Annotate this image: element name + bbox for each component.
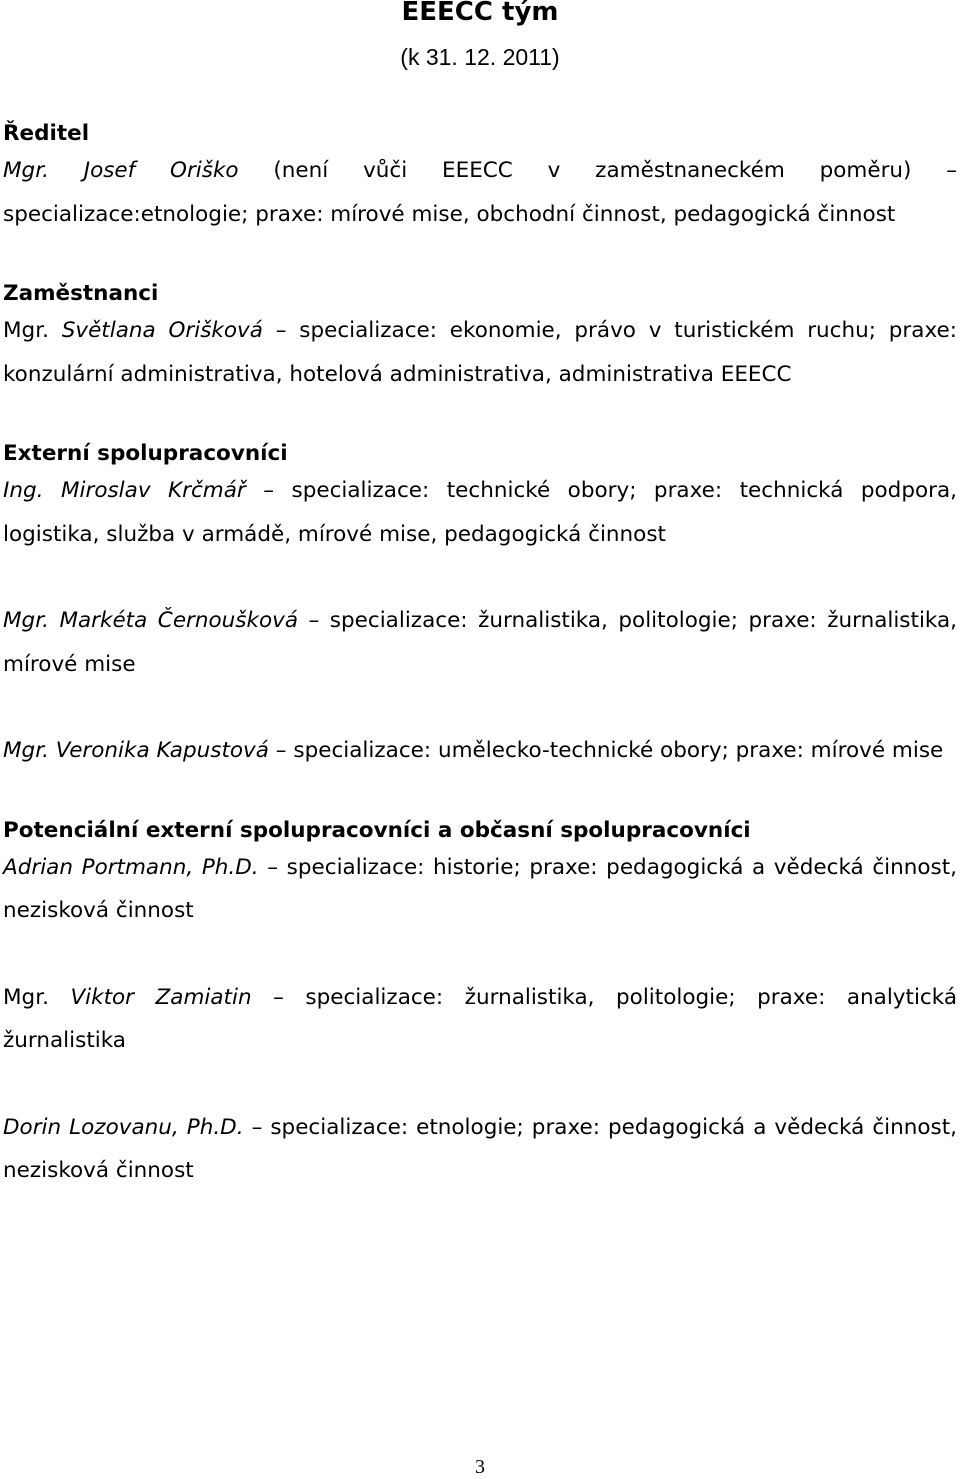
person-title: Mgr. — [3, 608, 49, 633]
person-description: – specializace: žurnalistika, politologie; praxe: analytická žurnalistika — [3, 984, 957, 1053]
person-name: Miroslav Krčmář — [60, 478, 246, 503]
person-description: – specializace: etnologie; praxe: pedagogická a vědecká činnost, nezisková činnost — [3, 1114, 957, 1183]
page-title: EEECC tým — [401, 0, 559, 27]
person-description: (není vůči EEECC v zaměstnaneckém poměru) – specializace:etnologie; praxe: mírové mise, obchodní činnost, pedagogická činnost — [3, 158, 957, 227]
person-name: Viktor Zamiatin — [70, 984, 252, 1010]
section-heading-external: Externí spolupracovníci — [3, 441, 288, 466]
section-heading-employees: Zaměstnanci — [3, 281, 159, 306]
person-name: Josef Oriško — [83, 158, 239, 183]
section-heading-director: Ředitel — [3, 121, 90, 146]
document-page — [3, 0, 957, 1193]
person-title: Mgr. — [3, 158, 49, 183]
director-entry — [3, 149, 957, 236]
potential-entry — [3, 1106, 957, 1193]
person-description: – specializace: technické obory; praxe: technická podpora, logistika, služba v armádě, mírové mise, pedagogická činnost — [3, 478, 957, 547]
person-description: – specializace: žurnalistika, politologie; praxe: žurnalistika, mírové mise — [3, 608, 957, 677]
person-title: Mgr. — [3, 984, 49, 1010]
person-name: Světlana Orišková — [61, 318, 263, 343]
external-entry — [3, 729, 957, 773]
person-title: Ing. — [3, 478, 44, 503]
employee-entry — [3, 309, 957, 396]
person-name: Markéta Černoušková — [59, 608, 298, 633]
person-title: Mgr. — [3, 738, 49, 763]
page-number: 3 — [475, 1456, 485, 1478]
person-name: Adrian Portmann, Ph.D. — [3, 854, 259, 880]
person-description: – specializace: ekonomie, právo v turistickém ruchu; praxe: konzulární administrativa, hotelová administrativa, administrativa EEECC — [3, 318, 957, 387]
potential-entry — [3, 976, 957, 1063]
external-entry — [3, 469, 957, 556]
person-description: – specializace: umělecko-technické obory; praxe: mírové mise — [275, 738, 944, 763]
section-heading-potential: Potenciální externí spolupracovníci a občasní spolupracovníci — [3, 817, 751, 843]
person-description: – specializace: historie; praxe: pedagogická a vědecká činnost, nezisková činnost — [3, 854, 957, 923]
person-name: Dorin Lozovanu, Ph.D. — [3, 1114, 244, 1140]
external-entry — [3, 599, 957, 686]
potential-entry — [3, 846, 957, 933]
page-date: (k 31. 12. 2011) — [400, 44, 560, 70]
person-name: Veronika Kapustová — [55, 738, 269, 763]
person-title: Mgr. — [3, 318, 49, 343]
